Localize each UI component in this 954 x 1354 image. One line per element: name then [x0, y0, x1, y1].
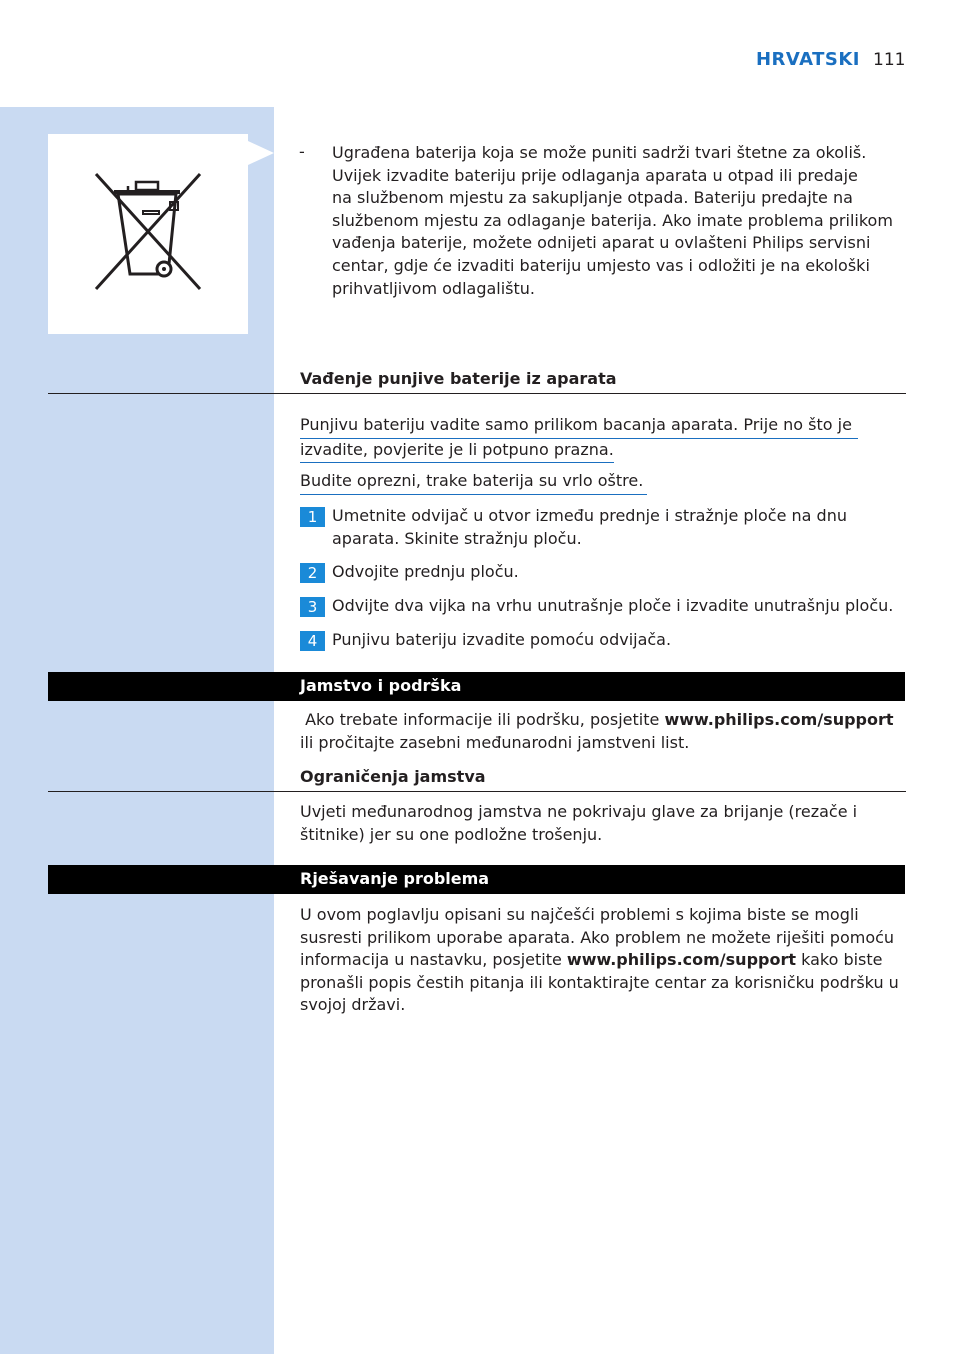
- step-number: 2: [300, 563, 325, 583]
- troubleshooting-heading-bar: [48, 865, 905, 894]
- battery-removal-heading: Vađenje punjive baterije iz aparata: [300, 369, 617, 388]
- disposal-line: vađenja baterije, možete odnijeti aparat u ovlašteni Philips servisni: [332, 233, 871, 253]
- warranty-heading-bar: [48, 672, 905, 701]
- disposal-line: Ugrađena baterija koja se može puniti sadrži tvari štetne za okoliš.: [332, 143, 867, 162]
- page-number: 111: [873, 50, 906, 70]
- disposal-line: centar, gdje će izvaditi bateriju umjesto vas i odložiti je na ekološki: [332, 255, 870, 275]
- warranty-heading: Jamstvo i podrška: [300, 676, 462, 695]
- warranty-paragraph: Ako trebate informacije ili podršku, posjetite www.philips.com/support ili pročitajte zasebni međunarodni jamstveni list.: [300, 710, 894, 752]
- language-heading: HRVATSKI: [755, 49, 860, 70]
- step-text: Umetnite odvijač u otvor između prednje i stražnje ploče na dnu aparata. Skinite stražnju ploču.: [332, 506, 847, 548]
- disposal-line: prihvatljivom odlagalištu.: [332, 278, 536, 298]
- step-number: 1: [300, 507, 325, 527]
- warning-line: izvadite, povjerite je li potpuno prazna.: [300, 439, 614, 464]
- callout-pointer: [248, 141, 274, 165]
- crossed-out-bin-icon: [48, 134, 248, 334]
- step-text: Punjivu bateriju izvadite pomoću odvijača.: [332, 630, 672, 649]
- troubleshooting-paragraph: U ovom poglavlju opisani su najčešći problemi s kojima biste se mogli susresti prilikom uporabe aparata. Ako problem ne možete riješiti pomoću informacija u nastavku, posjetite www.philips.com/support kako biste pronašli popis čestih pitanja ili kontaktirajte centar za korisničku podršku u svojoj državi.: [300, 905, 899, 1015]
- list-dash: -: [299, 142, 305, 161]
- warranty-limits-paragraph: Uvjeti međunarodnog jamstva ne pokrivaju glave za brijanje (rezače i štitnike) jer su one podložne trošenju.: [300, 802, 858, 844]
- warranty-limits-heading: Ograničenja jamstva: [300, 767, 486, 786]
- step-number: 4: [300, 631, 325, 651]
- step-text: Odvojite prednju ploču.: [332, 562, 519, 581]
- section-divider: [48, 791, 906, 792]
- section-divider: [48, 393, 906, 394]
- warning-sharp-strips: Budite oprezni, trake baterija su vrlo oštre.: [300, 470, 647, 495]
- disposal-line: službenom mjestu za odlaganje baterija. Ako imate problema prilikom: [332, 210, 893, 230]
- disposal-paragraph: [332, 142, 893, 300]
- weee-icon-box: [48, 134, 248, 334]
- disposal-line: na službenom mjestu za sakupljanje otpada. Bateriju predajte na: [332, 188, 853, 208]
- support-link[interactable]: www.philips.com/support: [566, 950, 796, 970]
- step-number: 3: [300, 597, 325, 617]
- troubleshooting-heading: Rješavanje problema: [300, 869, 490, 888]
- disposal-line: Uvijek izvadite bateriju prije odlaganja aparata u otpad ili predaje: [332, 165, 858, 185]
- support-link[interactable]: www.philips.com/support: [664, 710, 894, 729]
- step-text: Odvijte dva vijka na vrhu unutrašnje ploče i izvadite unutrašnju ploču.: [332, 596, 894, 615]
- warning-battery-empty: [300, 414, 858, 463]
- warning-line: Punjivu bateriju vadite samo prilikom bacanja aparata. Prije no što je: [300, 414, 858, 439]
